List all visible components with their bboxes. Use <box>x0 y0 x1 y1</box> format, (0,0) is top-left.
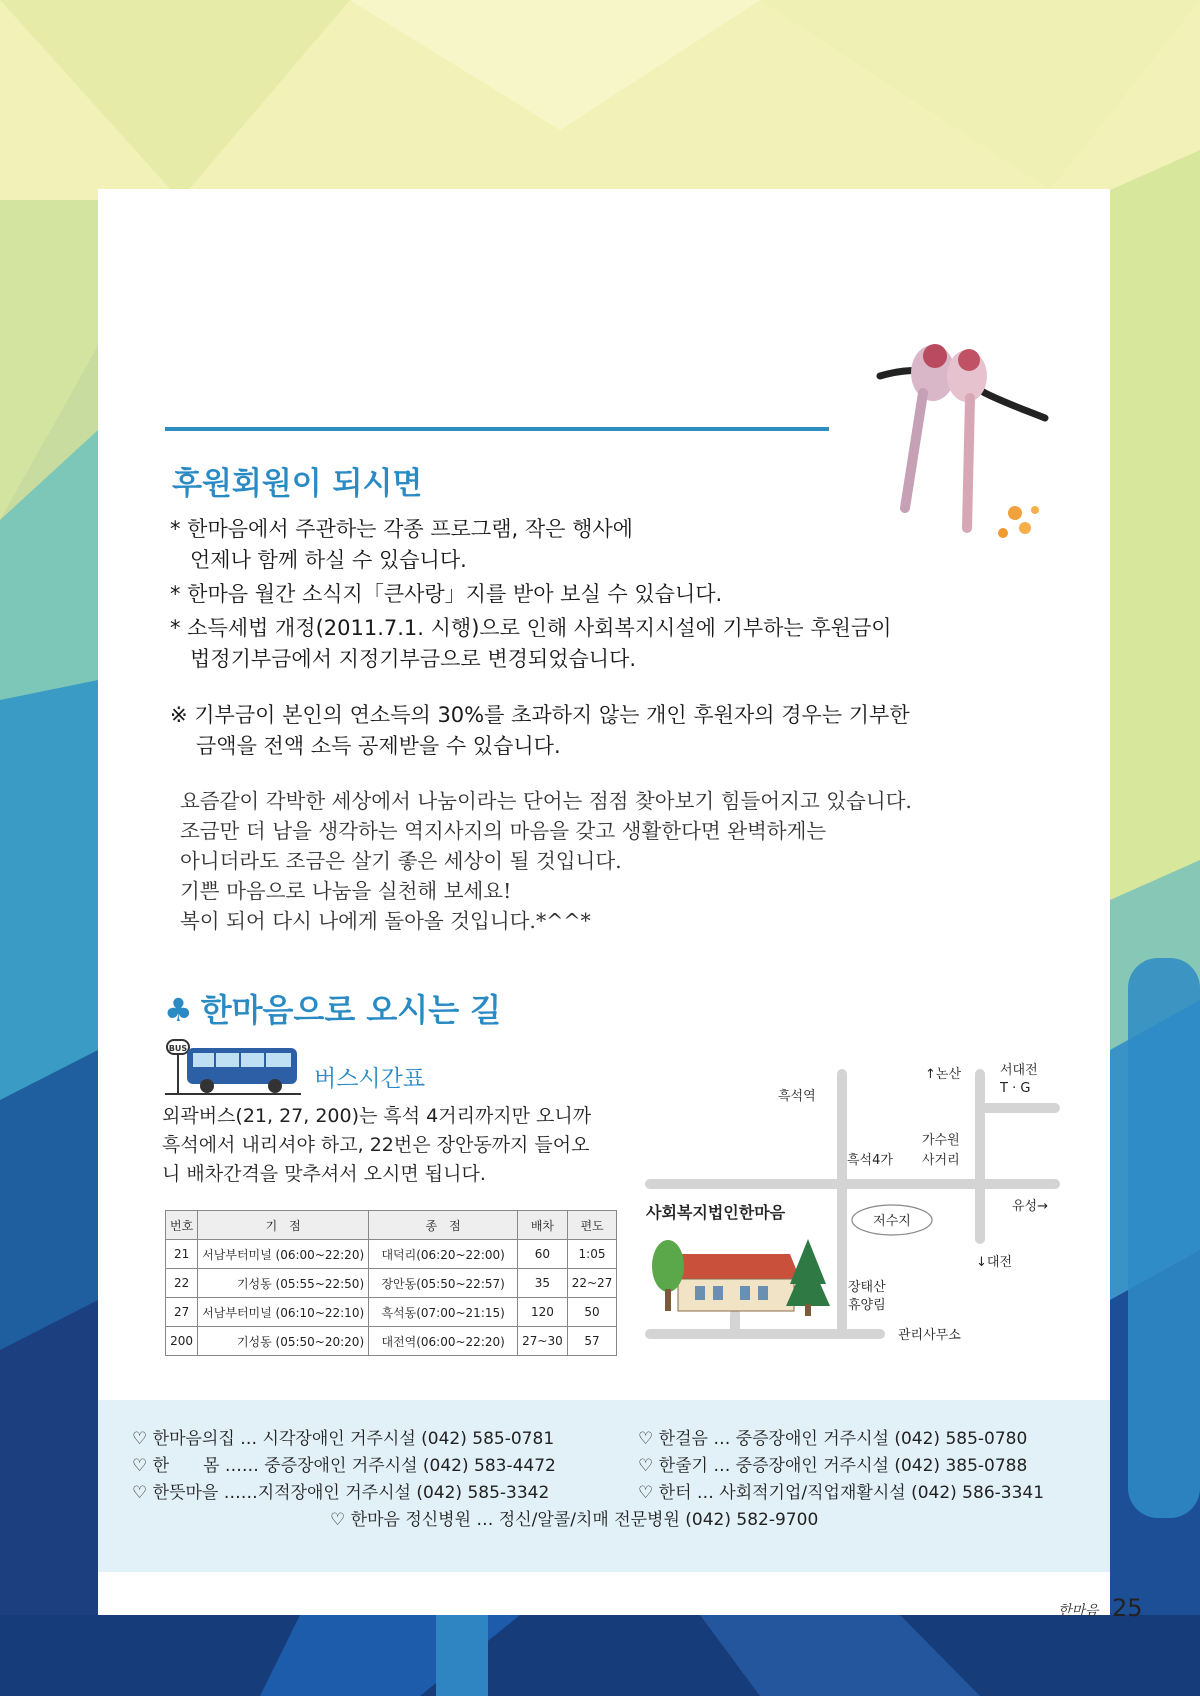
bird-illustration <box>875 338 1050 563</box>
cell: 서남부터미널 (06:00~22:20) <box>198 1240 369 1269</box>
bus-stop-label: BUS <box>168 1044 188 1053</box>
cell: 27 <box>166 1298 198 1327</box>
label-gasuwon-intersection: 사거리 <box>922 1153 960 1168</box>
note-line: ※ 기부금이 본인의 연소득의 30%를 초과하지 않는 개인 후원자의 경우는 기부한 <box>170 703 910 727</box>
cell: 대덕리(06:20~22:00) <box>369 1240 518 1269</box>
cell: 22~27 <box>567 1269 617 1298</box>
benefit-text: * 소득세법 개정(2011.7.1. 시행)으로 인해 사회복지시설에 기부하는 후원금이 <box>170 616 892 640</box>
page-number: 25 <box>1112 1594 1143 1622</box>
sharing-message <box>180 786 912 936</box>
table-row <box>166 1240 617 1269</box>
col-header: 편도 <box>567 1211 617 1240</box>
prose-line: 복이 되어 다시 나에게 돌아올 것입니다.*^^* <box>180 909 591 933</box>
club-icon: ♣ <box>164 991 193 1029</box>
list-item <box>170 613 892 675</box>
benefit-text-cont: 언제나 함께 하실 수 있습니다. <box>190 548 467 572</box>
affiliate-item: ♡ 한 몸 …… 중증장애인 거주시설 (042) 583-4472 <box>132 1456 556 1476</box>
directions-title <box>164 985 501 1031</box>
label-reservoir: 저수지 <box>873 1214 911 1229</box>
building-icon <box>670 1254 800 1311</box>
location-map <box>640 1034 1080 1354</box>
table-header-row <box>166 1211 617 1240</box>
cell: 50 <box>567 1298 617 1327</box>
label-organization: 사회복지법인한마음 <box>646 1203 786 1222</box>
cell: 장안동(05:50~22:57) <box>369 1269 518 1298</box>
label-recreation-forest: 휴양림 <box>848 1298 886 1313</box>
label-heukseok-station: 흑석역 <box>778 1089 816 1104</box>
list-item <box>170 579 892 610</box>
sponsor-benefits-list <box>170 514 892 678</box>
col-header: 번호 <box>166 1211 198 1240</box>
benefit-text: * 한마음 월간 소식지「큰사랑」지를 받아 보실 수 있습니다. <box>170 582 723 606</box>
prose-line: 조금만 더 남을 생각하는 역지사지의 마음을 갖고 생활한다면 완벽하게는 <box>180 819 827 843</box>
cell: 35 <box>518 1269 568 1298</box>
sponsor-title: 후원회원이 되시면 <box>172 466 423 502</box>
cell: 서남부터미널 (06:10~22:10) <box>198 1298 369 1327</box>
label-yuseong: 유성→ <box>1012 1199 1049 1214</box>
prose-line: 기쁜 마음으로 나눔을 실천해 보세요! <box>180 879 512 903</box>
table-row <box>166 1269 617 1298</box>
label-jangtaesan: 장태산 <box>848 1280 886 1295</box>
bus-schedule-table <box>165 1210 617 1356</box>
affiliate-item: ♡ 한줄기 … 중증장애인 거주시설 (042) 385-0788 <box>638 1456 1028 1476</box>
benefit-text: * 한마음에서 주관하는 각종 프로그램, 작은 행사에 <box>170 517 633 541</box>
tax-note <box>170 700 910 762</box>
label-seodaejeon-tg: T · G <box>1000 1081 1031 1096</box>
col-header: 종 점 <box>369 1211 518 1240</box>
note-line-cont: 금액을 전액 소득 공제받을 수 있습니다. <box>196 734 561 758</box>
affiliate-item: ♡ 한마음의집 … 시각장애인 거주시설 (042) 585-0781 <box>132 1429 555 1449</box>
cell: 21 <box>166 1240 198 1269</box>
label-seodaejeon: 서대전 <box>1000 1063 1038 1078</box>
cell: 57 <box>567 1327 617 1356</box>
list-item <box>170 514 892 576</box>
cell: 200 <box>166 1327 198 1356</box>
label-heukseok4ga: 흑석4가 <box>847 1153 893 1168</box>
cell: 22 <box>166 1269 198 1298</box>
affiliate-item: ♡ 한뜻마을 ……지적장애인 거주시설 (042) 585-3342 <box>132 1483 550 1503</box>
section-divider <box>165 427 829 431</box>
cell: 흑석동(07:00~21:15) <box>369 1298 518 1327</box>
prose-line: 요즘같이 각박한 세상에서 나눔이라는 단어는 점점 찾아보기 힘들어지고 있습니다. <box>180 789 912 813</box>
affiliate-item: ♡ 한걸음 … 중증장애인 거주시설 (042) 585-0780 <box>638 1429 1028 1449</box>
cell: 기성동 (05:55~22:50) <box>198 1269 369 1298</box>
cell: 27~30 <box>518 1327 568 1356</box>
bus-schedule-title: 버스시간표 <box>314 1066 426 1092</box>
cell: 기성동 (05:50~20:20) <box>198 1327 369 1356</box>
table-row <box>166 1298 617 1327</box>
bus-description: 외곽버스(21, 27, 200)는 흑석 4거리까지만 오니까 흑석에서 내리셔야 하고, 22번은 장안동까지 들어오니 배차간격을 맞추셔서 오시면 됩니다. <box>162 1105 592 1185</box>
affiliate-item: ♡ 한터 … 사회적기업/직업재활시설 (042) 586-3341 <box>638 1483 1045 1503</box>
prose-line: 아니더라도 조금은 살기 좋은 세상이 될 것입니다. <box>180 849 622 873</box>
label-office: 관리사무소 <box>898 1328 961 1343</box>
col-header: 기 점 <box>198 1211 369 1240</box>
directions-title-text: 한마음으로 오시는 길 <box>200 991 502 1029</box>
label-daejeon: ↓대전 <box>976 1255 1013 1270</box>
benefit-text-cont: 법정기부금에서 지정기부금으로 변경되었습니다. <box>190 647 637 671</box>
brand-logo-text: 한마음 <box>1058 1603 1099 1619</box>
table-row <box>166 1327 617 1356</box>
cell: 대전역(06:00~22:20) <box>369 1327 518 1356</box>
cell: 1:05 <box>567 1240 617 1269</box>
bus-icon <box>165 1038 301 1096</box>
affiliate-item: ♡ 한마음 정신병원 … 정신/알콜/치매 전문병원 (042) 582-9700 <box>330 1510 819 1530</box>
cell: 120 <box>518 1298 568 1327</box>
col-header: 배차 <box>518 1211 568 1240</box>
label-nonsan: ↑논산 <box>925 1067 962 1082</box>
cell: 60 <box>518 1240 568 1269</box>
label-gasuwon: 가수원 <box>922 1133 960 1148</box>
